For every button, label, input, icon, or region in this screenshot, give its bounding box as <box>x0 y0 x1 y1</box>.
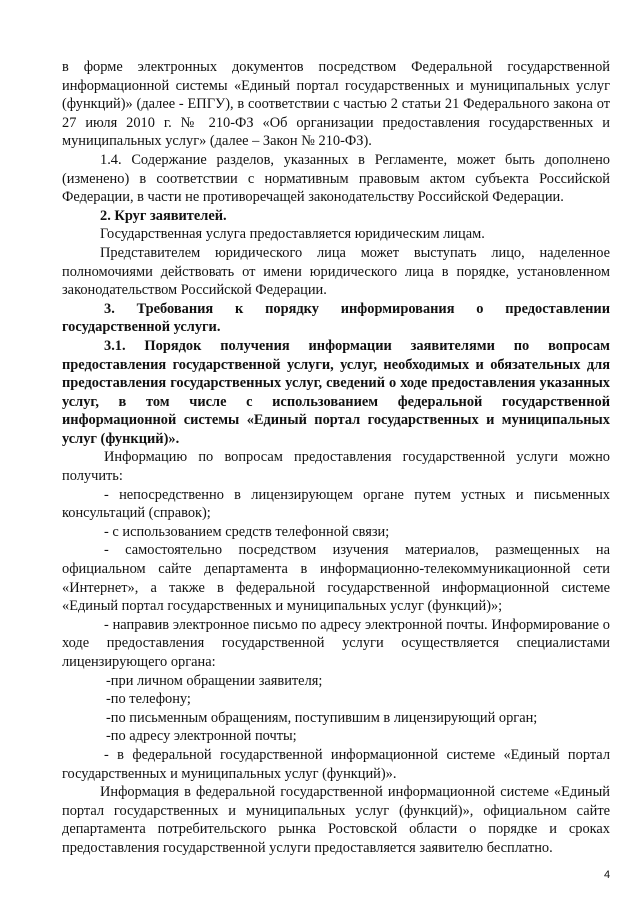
document-page <box>62 58 610 858</box>
paragraph-free-info: Информация в федеральной государственной информационной системе «Единый портал государственных и муниципальных услуг (функций)», официальном сайте департамента потребительского рынка Ростовской области о порядке и сроках предоставления государственной услуги предоставляется заявителю бесплатно. <box>62 784 610 856</box>
paragraph-applicants: Государственная услуга предоставляется юридическим лицам. <box>100 226 485 243</box>
paragraph-representative: Представителем юридического лица может выступать лицо, наделенное полномочиями действовать от имени юридического лица в порядке, установленном законодательством Российской Федерации. <box>62 244 610 299</box>
list-item-email: - направив электронное письмо по адресу электронной почты. Информирование о ходе предоставления государственной услуги осуществляется специалистами лицензирующего органа: <box>62 616 610 670</box>
list-item-direct-consultation: - непосредственно в лицензирующем органе путем устных и письменных консультаций (справок); <box>62 486 610 522</box>
section-heading-3: 3. Требования к порядку информирования о предоставлении государственной услуги. <box>62 300 610 336</box>
paragraph-intro-continuation: в форме электронных документов посредством Федеральной государственной информационной системы «Единый портал государственных и муниципальных услуг (функций)» (далее - ЕПГУ), в соответствии с частью 2 статьи 21 Федерального закона от 27 июля 2010 г. № 210-ФЗ «Об организации предоставления государственных и муниципальных услуг» (далее – Закон № 210-ФЗ). <box>62 59 610 150</box>
list-item-personal-visit: -при личном обращении заявителя; <box>106 672 323 689</box>
list-item-telephone: - с использованием средств телефонной связи; <box>104 523 390 540</box>
section-heading-2: 2. Круг заявителей. <box>100 207 227 224</box>
list-item-self-study: - самостоятельно посредством изучения материалов, размещенных на официальном сайте департамента в информационно-телекоммуникационной сети «Интернет», а также в федеральной государственной информационной системе «Единый портал государственных и муниципальных услуг (функций)»; <box>62 542 610 615</box>
paragraph-info-sources: Информацию по вопросам предоставления государственной услуги можно получить: <box>62 449 610 485</box>
page-number: 4 <box>604 869 611 881</box>
list-item-by-email: -по адресу электронной почты; <box>106 728 297 745</box>
list-item-written-requests: -по письменным обращениям, поступившим в лицензирующий орган; <box>106 709 538 726</box>
paragraph-1-4: 1.4. Содержание разделов, указанных в Регламенте, может быть дополнено (изменено) в соответствии с нормативным правовым актом субъекта Российской Федерации, в части не противоречащей законодательству Российской Федерации. <box>62 151 610 206</box>
subsection-heading-3-1: 3.1. Порядок получения информации заявителями по вопросам предоставления государственной услуги, услуг, необходимых и обязательных для предоставления государственных услуг, сведений о ходе предоставления указанных услуг, в том числе с использованием федеральной государственной информационной системы «Единый портал государственных и муниципальных услуг (функций)». <box>62 337 610 447</box>
list-item-federal-portal: - в федеральной государственной информационной системе «Единый портал государственных и муниципальных услуг (функций)». <box>62 746 610 782</box>
list-item-by-phone: -по телефону; <box>106 691 191 708</box>
